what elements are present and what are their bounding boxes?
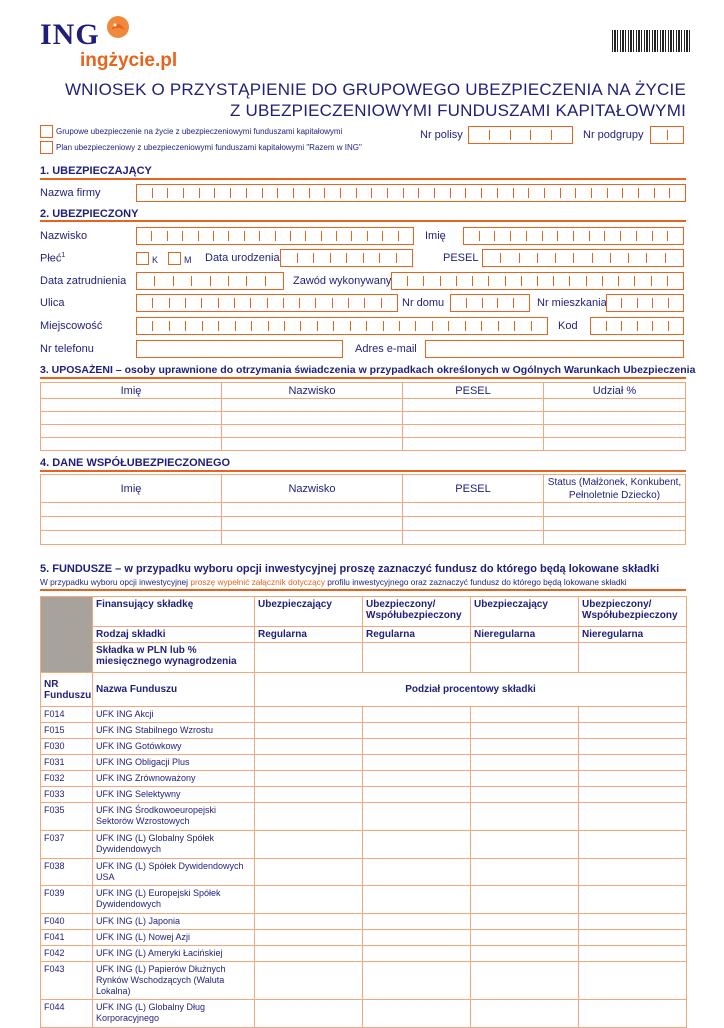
fund-code: F042 bbox=[41, 946, 93, 962]
section-2-rule bbox=[40, 220, 686, 222]
fund-percent-input[interactable] bbox=[579, 946, 687, 962]
sex-male-label: M bbox=[184, 255, 192, 265]
fund-percent-input[interactable] bbox=[579, 803, 687, 831]
section-5-subtitle: W przypadku wyboru opcji inwestycyjnej proszę wypełnić załącznik dotyczący profilu inwestycyjnego oraz zaznaczyć fundusz do którego będą lokowane składki bbox=[40, 577, 627, 587]
fund-percent-input[interactable] bbox=[363, 771, 471, 787]
fund-code: F031 bbox=[41, 755, 93, 771]
surname-field[interactable] bbox=[136, 227, 414, 245]
fund-percent-input[interactable] bbox=[579, 723, 687, 739]
fund-percent-input[interactable] bbox=[471, 723, 579, 739]
option-group-insurance-label: Grupowe ubezpieczenie na życie z ubezpieczeniowymi funduszami kapitałowymi bbox=[56, 127, 343, 136]
attachment-link[interactable]: proszę wypełnić załącznik dotyczący bbox=[190, 577, 325, 587]
fund-name: UFK ING (L) Nowej Azji bbox=[93, 930, 255, 946]
fund-name: UFK ING (L) Papierów Dłużnych Rynków Wschodzących (Waluta Lokalna) bbox=[93, 962, 255, 1000]
coinsured-header-surname: Nazwisko bbox=[222, 475, 403, 503]
section-4-rule bbox=[40, 470, 686, 472]
ing-logo-text: ING bbox=[40, 18, 100, 51]
flat-number-field[interactable] bbox=[606, 294, 684, 312]
payer-label: Finansujący składkę bbox=[93, 597, 255, 627]
amount-input-2[interactable] bbox=[363, 643, 471, 673]
coinsured-header-pesel: PESEL bbox=[403, 475, 544, 503]
policy-number-label: Nr polisy bbox=[420, 129, 463, 141]
fund-percent-input[interactable] bbox=[471, 914, 579, 930]
house-number-label: Nr domu bbox=[402, 297, 445, 309]
option-razem-w-ing-checkbox[interactable] bbox=[40, 141, 53, 154]
fund-code: F038 bbox=[41, 859, 93, 886]
phone-field[interactable] bbox=[136, 340, 343, 358]
fund-percent-input[interactable] bbox=[255, 914, 363, 930]
fund-percent-input[interactable] bbox=[363, 914, 471, 930]
fund-percent-input[interactable] bbox=[579, 771, 687, 787]
fund-percent-input[interactable] bbox=[363, 755, 471, 771]
subgroup-number-field[interactable] bbox=[650, 126, 684, 144]
street-label: Ulica bbox=[40, 297, 65, 309]
house-number-field[interactable] bbox=[450, 294, 530, 312]
fund-percent-input[interactable] bbox=[579, 787, 687, 803]
fund-percent-input[interactable] bbox=[255, 859, 363, 886]
fund-name: UFK ING Obligacji Plus bbox=[93, 755, 255, 771]
table-row[interactable] bbox=[41, 412, 686, 425]
fund-percent-input[interactable] bbox=[471, 930, 579, 946]
fund-code: F040 bbox=[41, 914, 93, 930]
policy-number-field[interactable] bbox=[468, 126, 573, 144]
city-label: Miejscowość bbox=[40, 320, 103, 332]
fund-name: UFK ING (L) Globalny Spółek Dywidendowych bbox=[93, 831, 255, 859]
fund-name: UFK ING Selektywny bbox=[93, 787, 255, 803]
amount-input-3[interactable] bbox=[471, 643, 579, 673]
zip-field[interactable] bbox=[590, 317, 684, 335]
kind-col-2: Regularna bbox=[363, 627, 471, 643]
fund-percent-input[interactable] bbox=[363, 787, 471, 803]
coinsured-header-status: Status (Małżonek, Konkubent, Pełnoletnie Dziecko) bbox=[544, 475, 686, 503]
fund-code: F033 bbox=[41, 787, 93, 803]
first-name-field[interactable] bbox=[463, 227, 684, 245]
kind-col-3: Nieregularna bbox=[471, 627, 579, 643]
section-5-rule bbox=[40, 589, 686, 591]
fund-code: F030 bbox=[41, 739, 93, 755]
fund-percent-input[interactable] bbox=[255, 739, 363, 755]
section-4-title: 4. DANE WSPÓŁUBEZPIECZONEGO bbox=[40, 457, 231, 469]
fund-name: UFK ING (L) Japonia bbox=[93, 914, 255, 930]
fund-code: F043 bbox=[41, 962, 93, 1000]
fund-percent-input[interactable] bbox=[579, 930, 687, 946]
fund-percent-input[interactable] bbox=[579, 755, 687, 771]
fund-percent-input[interactable] bbox=[255, 962, 363, 1000]
fund-number-header: NR Funduszu bbox=[41, 673, 93, 707]
sex-female-label: K bbox=[152, 255, 159, 265]
fund-row bbox=[41, 886, 687, 914]
birth-date-field[interactable] bbox=[280, 249, 413, 267]
fund-percent-input[interactable] bbox=[363, 886, 471, 914]
fund-code: F037 bbox=[41, 831, 93, 859]
fund-percent-input[interactable] bbox=[363, 946, 471, 962]
fund-percent-input[interactable] bbox=[471, 1000, 579, 1028]
pesel-label: PESEL bbox=[443, 252, 479, 264]
section-3-rule bbox=[40, 377, 686, 379]
fund-percent-input[interactable] bbox=[255, 787, 363, 803]
fund-percent-input[interactable] bbox=[471, 755, 579, 771]
birth-date-label: Data urodzenia bbox=[205, 252, 280, 264]
fund-percent-input[interactable] bbox=[471, 831, 579, 859]
table-row[interactable] bbox=[41, 503, 686, 517]
table-row[interactable] bbox=[41, 438, 686, 451]
fund-name: UFK ING Akcji bbox=[93, 707, 255, 723]
form-title-line1: WNIOSEK O PRZYSTĄPIENIE DO GRUPOWEGO UBEZPIECZENIA NA ŻYCIE bbox=[64, 80, 686, 99]
sex-male-checkbox[interactable] bbox=[168, 252, 181, 265]
sex-label: Płeć$^1$ bbox=[40, 252, 66, 265]
site-name: ingżycie.pl bbox=[80, 50, 178, 71]
fund-percent-input[interactable] bbox=[471, 707, 579, 723]
beneficiaries-header-name: Imię bbox=[41, 383, 222, 399]
fund-percent-input[interactable] bbox=[255, 803, 363, 831]
email-label: Adres e-mail bbox=[355, 343, 417, 355]
email-field[interactable] bbox=[425, 340, 684, 358]
coinsured-header-name: Imię bbox=[41, 475, 222, 503]
fund-percent-input[interactable] bbox=[579, 962, 687, 1000]
fund-row bbox=[41, 723, 687, 739]
section-3-title: 3. UPOSAŻENI – osoby uprawnione do otrzymania świadczenia w przypadkach określonych w Ogólnych Warunkach Ubezpieczenia bbox=[40, 364, 696, 376]
fund-percent-input[interactable] bbox=[579, 859, 687, 886]
fund-percent-input[interactable] bbox=[579, 739, 687, 755]
fund-row bbox=[41, 771, 687, 787]
section-1-title: 1. UBEZPIECZAJĄCY bbox=[40, 165, 152, 177]
fund-code: F015 bbox=[41, 723, 93, 739]
flat-number-label: Nr mieszkania bbox=[537, 297, 607, 309]
surname-label: Nazwisko bbox=[40, 230, 88, 242]
table-row[interactable] bbox=[41, 399, 686, 412]
fund-name: UFK ING (L) Europejski Spółek Dywidendowych bbox=[93, 886, 255, 914]
fund-percent-input[interactable] bbox=[579, 1000, 687, 1028]
fund-percent-input[interactable] bbox=[363, 962, 471, 1000]
beneficiaries-header-pesel: PESEL bbox=[403, 383, 544, 399]
fund-percent-input[interactable] bbox=[471, 946, 579, 962]
fund-percent-input[interactable] bbox=[471, 771, 579, 787]
beneficiaries-header-surname: Nazwisko bbox=[222, 383, 403, 399]
option-group-insurance-checkbox[interactable] bbox=[40, 125, 53, 138]
employment-date-label: Data zatrudnienia bbox=[40, 275, 127, 287]
company-name-label: Nazwa firmy bbox=[40, 187, 101, 199]
fund-code: F032 bbox=[41, 771, 93, 787]
fund-code: F044 bbox=[41, 1000, 93, 1028]
table-row[interactable] bbox=[41, 531, 686, 545]
fund-name: UFK ING Zrównoważony bbox=[93, 771, 255, 787]
fund-percent-input[interactable] bbox=[363, 1000, 471, 1028]
fund-row bbox=[41, 739, 687, 755]
gray-corner-cell bbox=[41, 597, 93, 673]
fund-percent-input[interactable] bbox=[471, 962, 579, 1000]
first-name-label: Imię bbox=[425, 230, 446, 242]
premium-split-header: Podział procentowy składki bbox=[255, 673, 687, 707]
coinsured-table bbox=[40, 474, 686, 545]
fund-row bbox=[41, 803, 687, 831]
fund-row bbox=[41, 962, 687, 1000]
fund-name: UFK ING (L) Spółek Dywidendowych USA bbox=[93, 859, 255, 886]
pesel-field[interactable] bbox=[482, 249, 684, 267]
fund-row bbox=[41, 755, 687, 771]
fund-percent-input[interactable] bbox=[363, 930, 471, 946]
table-row[interactable] bbox=[41, 517, 686, 531]
fund-percent-input[interactable] bbox=[363, 707, 471, 723]
fund-percent-input[interactable] bbox=[579, 914, 687, 930]
funds-table bbox=[40, 596, 687, 1028]
fund-percent-input[interactable] bbox=[363, 723, 471, 739]
lion-logo-icon bbox=[105, 14, 131, 40]
fund-name: UFK ING (L) Globalny Dług Korporacyjnego bbox=[93, 1000, 255, 1028]
kind-col-1: Regularna bbox=[255, 627, 363, 643]
amount-input-1[interactable] bbox=[255, 643, 363, 673]
fund-code: F035 bbox=[41, 803, 93, 831]
fund-percent-input[interactable] bbox=[255, 930, 363, 946]
fund-row bbox=[41, 707, 687, 723]
form-title-line2: Z UBEZPIECZENIOWYMI FUNDUSZAMI KAPITAŁOWYMI bbox=[230, 101, 686, 120]
payer-col-1: Ubezpieczający bbox=[255, 597, 363, 627]
street-field[interactable] bbox=[136, 294, 398, 312]
fund-percent-input[interactable] bbox=[363, 803, 471, 831]
payer-col-4: Ubezpieczony/ Współubezpieczony bbox=[579, 597, 687, 627]
fund-percent-input[interactable] bbox=[471, 739, 579, 755]
beneficiaries-header-share: Udział % bbox=[544, 383, 686, 399]
fund-row bbox=[41, 914, 687, 930]
fund-row bbox=[41, 946, 687, 962]
kind-col-4: Nieregularna bbox=[579, 627, 687, 643]
premium-kind-label: Rodzaj składki bbox=[93, 627, 255, 643]
beneficiaries-table bbox=[40, 382, 686, 451]
payer-col-3: Ubezpieczający bbox=[471, 597, 579, 627]
fund-percent-input[interactable] bbox=[579, 707, 687, 723]
fund-percent-input[interactable] bbox=[255, 1000, 363, 1028]
company-name-field[interactable] bbox=[136, 184, 686, 202]
fund-row bbox=[41, 930, 687, 946]
fund-percent-input[interactable] bbox=[255, 771, 363, 787]
fund-name: UFK ING Środkowoeuropejski Sektorów Wzrostowych bbox=[93, 803, 255, 831]
section-1-rule bbox=[40, 178, 686, 180]
profession-field[interactable] bbox=[391, 272, 684, 290]
profession-label: Zawód wykonywany bbox=[293, 275, 392, 287]
subgroup-number-label: Nr podgrupy bbox=[583, 129, 644, 141]
phone-label: Nr telefonu bbox=[40, 343, 94, 355]
fund-percent-input[interactable] bbox=[363, 831, 471, 859]
fund-percent-input[interactable] bbox=[471, 787, 579, 803]
section-2-title: 2. UBEZPIECZONY bbox=[40, 208, 139, 220]
fund-percent-input[interactable] bbox=[579, 831, 687, 859]
fund-row bbox=[41, 831, 687, 859]
fund-percent-input[interactable] bbox=[255, 723, 363, 739]
option-razem-w-ing-label: Plan ubezpieczeniowy z ubezpieczeniowymi funduszami kapitałowymi "Razem w ING" bbox=[56, 143, 362, 152]
fund-percent-input[interactable] bbox=[255, 755, 363, 771]
fund-percent-input[interactable] bbox=[471, 886, 579, 914]
fund-percent-input[interactable] bbox=[255, 946, 363, 962]
fund-percent-input[interactable] bbox=[255, 831, 363, 859]
section-5-title: 5. FUNDUSZE – w przypadku wyboru opcji inwestycyjnej proszę zaznaczyć fundusz do którego będą lokowane składki bbox=[40, 563, 660, 575]
zip-label: Kod bbox=[558, 320, 578, 332]
payer-col-2: Ubezpieczony/ Współubezpieczony bbox=[363, 597, 471, 627]
fund-row bbox=[41, 859, 687, 886]
table-row[interactable] bbox=[41, 425, 686, 438]
fund-percent-input[interactable] bbox=[579, 886, 687, 914]
fund-percent-input[interactable] bbox=[255, 886, 363, 914]
fund-percent-input[interactable] bbox=[471, 803, 579, 831]
fund-percent-input[interactable] bbox=[363, 739, 471, 755]
fund-name: UFK ING Stabilnego Wzrostu bbox=[93, 723, 255, 739]
fund-name: UFK ING Gotówkowy bbox=[93, 739, 255, 755]
fund-name: UFK ING (L) Ameryki Łacińskiej bbox=[93, 946, 255, 962]
fund-code: F041 bbox=[41, 930, 93, 946]
fund-code: F014 bbox=[41, 707, 93, 723]
fund-percent-input[interactable] bbox=[363, 859, 471, 886]
fund-row bbox=[41, 1000, 687, 1028]
premium-amount-label: Składka w PLN lub % miesięcznego wynagrodzenia bbox=[93, 643, 255, 673]
fund-code: F039 bbox=[41, 886, 93, 914]
fund-row bbox=[41, 787, 687, 803]
barcode bbox=[612, 30, 690, 52]
fund-name-header: Nazwa Funduszu bbox=[93, 673, 255, 707]
amount-input-4[interactable] bbox=[579, 643, 687, 673]
city-field[interactable] bbox=[136, 317, 548, 335]
fund-percent-input[interactable] bbox=[471, 859, 579, 886]
fund-percent-input[interactable] bbox=[255, 707, 363, 723]
sex-female-checkbox[interactable] bbox=[136, 252, 149, 265]
employment-date-field[interactable] bbox=[136, 272, 284, 290]
